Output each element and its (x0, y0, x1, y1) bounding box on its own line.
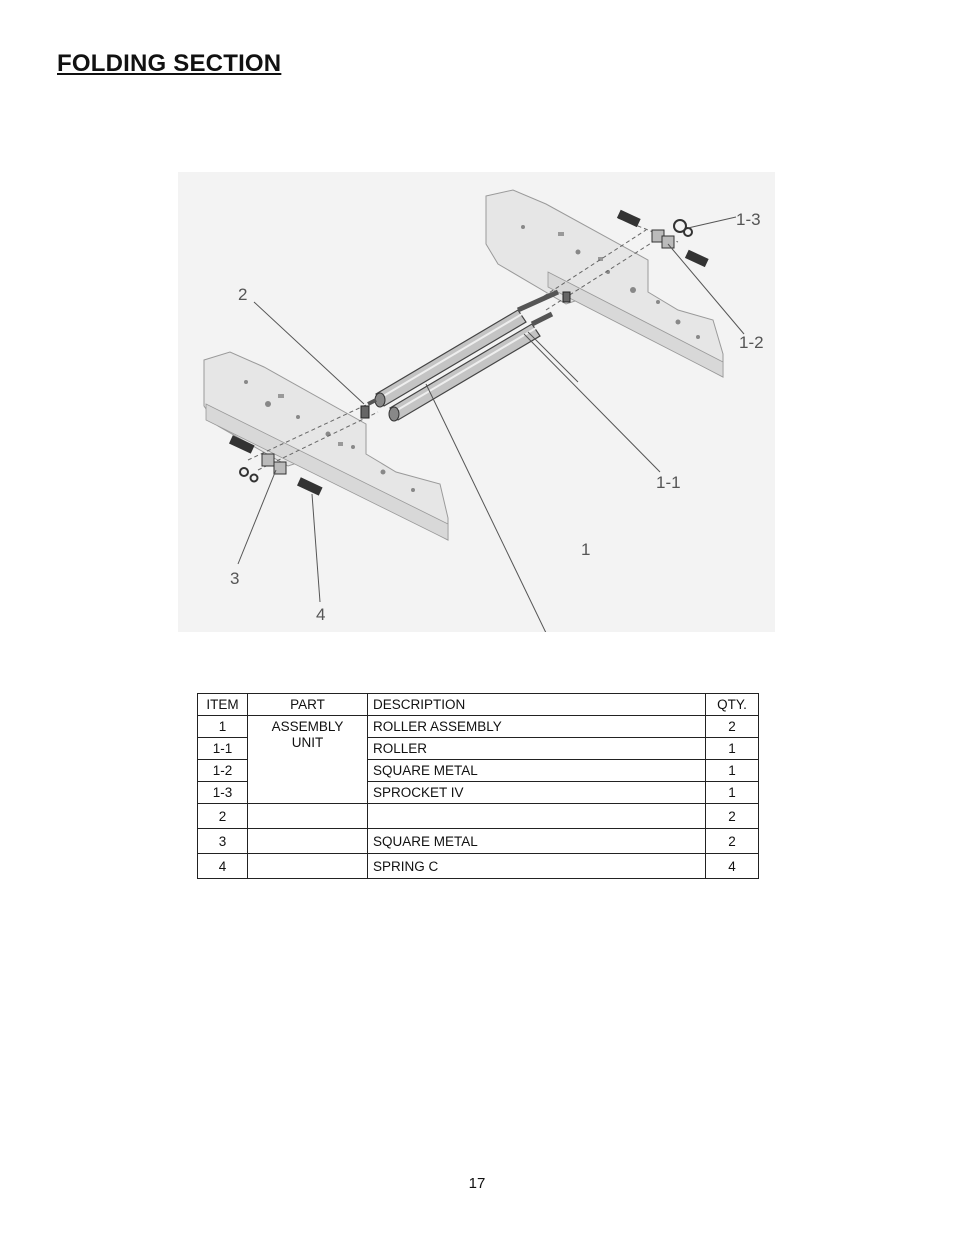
row-description: SPRING C (368, 854, 706, 879)
row-item: 2 (198, 804, 248, 829)
callout-2: 2 (238, 285, 248, 304)
row-item: 4 (198, 854, 248, 879)
row-qty: 1 (706, 738, 759, 760)
header-qty: QTY. (706, 694, 759, 716)
callout-1-2: 1-2 (739, 333, 764, 352)
row-qty: 2 (706, 829, 759, 854)
square-block-left (361, 406, 369, 418)
roller-lower (389, 314, 552, 421)
square-block-right (563, 292, 570, 302)
header-description: DESCRIPTION (368, 694, 706, 716)
table-row (198, 854, 759, 879)
callout-3: 3 (230, 569, 240, 588)
row-description: SPROCKET IV (368, 782, 706, 804)
row-description: ROLLER (368, 738, 706, 760)
callout-1-1: 1-1 (656, 473, 681, 492)
row-qty: 4 (706, 854, 759, 879)
table-row (198, 716, 759, 738)
row-part (248, 804, 368, 829)
row-item: 3 (198, 829, 248, 854)
row-qty: 1 (706, 782, 759, 804)
exploded-view-diagram (178, 172, 775, 632)
row-item: 1-3 (198, 782, 248, 804)
row-description: ROLLER ASSEMBLY (368, 716, 706, 738)
callout-4: 4 (316, 605, 326, 624)
row-item: 1-2 (198, 760, 248, 782)
row-qty: 1 (706, 760, 759, 782)
callout-1-3: 1-3 (736, 210, 761, 229)
row-qty: 2 (706, 716, 759, 738)
roller-upper (368, 292, 558, 407)
row-item: 1-1 (198, 738, 248, 760)
row-part (248, 854, 368, 879)
header-part: PART (248, 694, 368, 716)
part-group-line2: UNIT (291, 735, 324, 750)
table-header-row (198, 694, 759, 716)
parts-table (197, 693, 759, 879)
part-group-line1: ASSEMBLY (271, 719, 344, 734)
row-description (368, 804, 706, 829)
page-number: 17 (468, 1175, 486, 1192)
header-item: ITEM (198, 694, 248, 716)
table-row (198, 829, 759, 854)
callout-1: 1 (581, 540, 591, 559)
row-item: 1 (198, 716, 248, 738)
page-title: FOLDING SECTION (57, 50, 282, 77)
row-description: SQUARE METAL (368, 829, 706, 854)
table-row (198, 804, 759, 829)
part-group-cell (248, 716, 368, 804)
row-part (248, 829, 368, 854)
row-qty: 2 (706, 804, 759, 829)
row-description: SQUARE METAL (368, 760, 706, 782)
right-side-plate (486, 190, 723, 377)
